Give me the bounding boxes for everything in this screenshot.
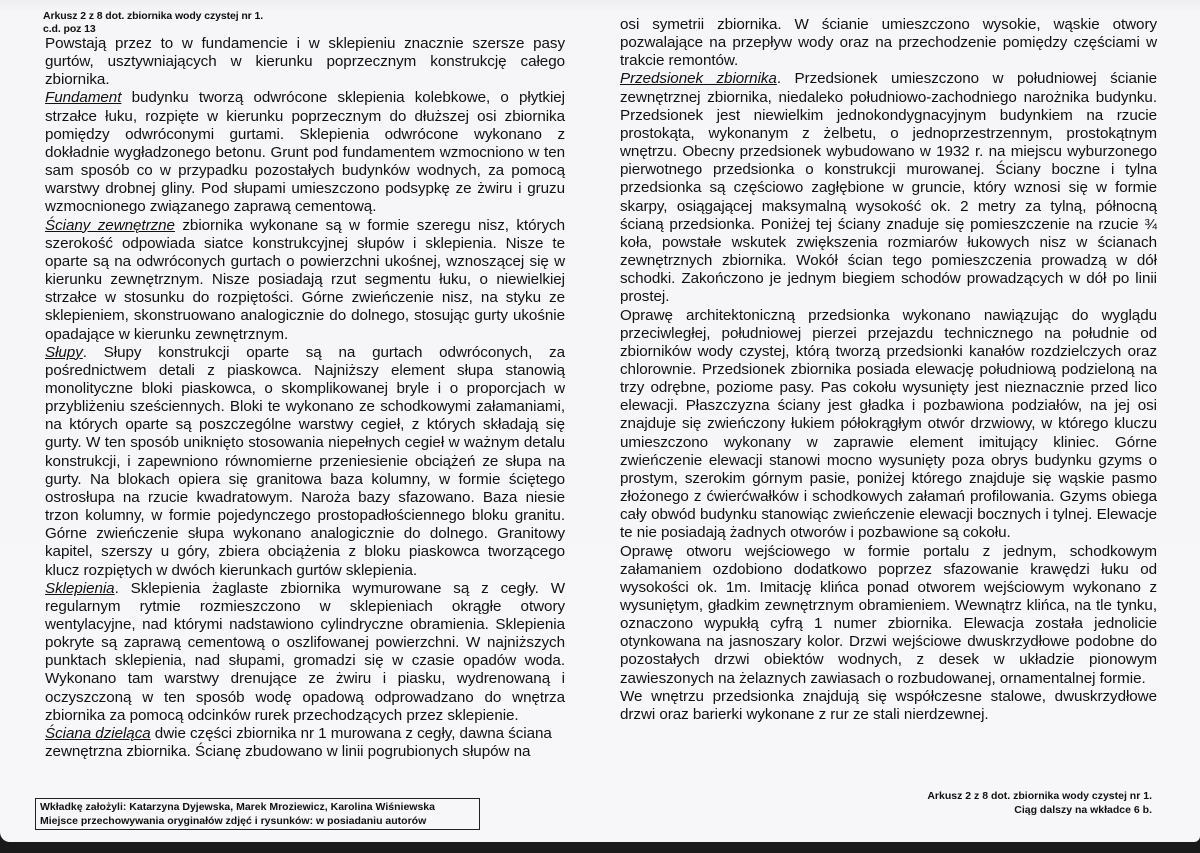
section-term: Słupy xyxy=(45,343,83,361)
section-text: . Słupy konstrukcji oparte są na gurtach odwróconych, za pośrednictwem detali z piaskowca. Najniższy element słupa stanowią monolityczne bloki piaskowca, o skomplikowanej bryle i o proporcjach w przybliżeniu sześciennych. Bloki te wykonano ze schodkowymi załamaniami, na których oparte są poszczególne warstwy cegieł, z których składają się gurty. W ten sposób uniknięto stosowania niepełnych cegieł w ważnym detalu konstrukcji, i zapewniono równomierne przeniesienie obciążeń ze słupa na gurty. Na blokach opiera się granitowa baza kolumny, w formie ściętego ostrosłupa na rzucie kwadratowym. Naroża bazy sfazowano. Baza niesie trzon kolumny, w formie pojedynczego prostopadłościennego bloku granitu. Górne zwieńczenie słupa wykonano analogicznie do dolnego. Granitowy kapitel, szerszy u góry, zbiera obciążenia z bloku piaskowca tworzącego klucz rozpiętych w dwóch kierunkach gurtów sklepienia. xyxy=(45,343,565,579)
section-term: Ściana dzieląca xyxy=(45,724,151,742)
left-column xyxy=(45,35,565,761)
section-term: Sklepienia xyxy=(45,579,115,597)
section-przedsionek xyxy=(620,70,1157,306)
section-term: Przedsionek zbiornika xyxy=(620,70,777,88)
paragraph-continuation: osi symetrii zbiornika. W ścianie umieszczono wysokie, wąskie otwory pozwalające na przepływ wody oraz na przechodzenie pomiędzy częściami w trakcie remontów. xyxy=(620,16,1157,70)
section-text: zbiornika wykonane są w formie szeregu nisz, których szerokość odpowiada siatce konstrukcyjnej słupów i sklepienia. Nisze te oparte są na odwróconych gurtach o powierzchni ukośnej, wznoszącej się w kierunku zewnętrznym. Nisze posiadają rzut segmentu łuku, o niewielkiej strzałce w stosunku do rozpiętości. Górne zwieńczenie nisz, na styku ze sklepieniem, skonstruowano analogicznie do dolnego, stosując gurty ukośnie opadające w kierunku zewnętrznym. xyxy=(45,216,565,343)
section-text: dwie części zbiornika nr 1 murowana z cegły, dawna ściana zewnętrzna zbiornika. Ścianę zbudowano w linii pogrubionych słupów na xyxy=(45,724,552,761)
right-column xyxy=(620,16,1157,724)
credits-storage: Miejsce przechowywania oryginałów zdjęć i rysunków: w posiadaniu autorów xyxy=(40,815,427,827)
section-slupy xyxy=(45,344,565,580)
footer-continued: Ciąg dalszy na wkładce 6 b. xyxy=(1014,804,1152,816)
footer-sheet-number: Arkusz 2 z 8 dot. zbiornika wody czystej nr 1. xyxy=(927,790,1152,802)
paragraph-oprawa-architektoniczna: Oprawę architektoniczną przedsionka wykonano nawiązując do wyglądu przeciwległej, południowej pierzei przejazdu technicznego na południe od zbiorników wody czystej, którą tworzą przedsionki kanałów rozdzielczych oraz chlorownie. Przedsionek zbiornika posiada elewację południową podzieloną na trzy odrębne, poziome pasy. Pas cokołu wysunięty jest nieznacznie przed lico elewacji. Płaszczyzna ściany jest gładka i pozbawiona podziałów, na jej osi znajduje się zwieńczony łukiem półokrągłym otwór drzwiowy, w którego kluczu umieszczono wykonany w zaprawie element imitujący kliniec. Górne zwieńczenie elewacji stanowi mocno wysunięty poza obrys budynku gzyms o prostym, szerokim górnym pasie, poniżej którego znajduje się wąskie pasmo złożonego z ćwierćwałków i schodkowych załamań profilowania. Gzyms obiega cały obwód budynku stanowiąc zwieńczenie elewacji bocznych i tylnej. Elewacje te nie posiadają żadnych otworów i pozbawione są cokołu. xyxy=(620,306,1157,542)
section-text: . Sklepienia żaglaste zbiornika wymurowane są z cegły. W regularnym rytmie rozmieszczono w sklepieniach okrągłe otwory wentylacyjne, nad którymi nadstawiono cylindryczne obramienia. Sklepienia pokryte są zaprawą cementową o oszlifowanej powierzchni. W najniższych punktach sklepienia, nad słupami, gromadzi się w czasie opadów woda. Wykonano tam warstwy drenujące ze żwiru i piasku, wydrenowaną i oczyszczoną w ten sposób wodę opadową odprowadzano do wnętrza zbiornika za pomocą odcinków rurek przechodzących przez sklepienie. xyxy=(45,579,565,724)
sheet-header xyxy=(43,10,263,36)
credits-authors: Wkładkę założyli: Katarzyna Dyjewska, Marek Mroziewicz, Karolina Wiśniewska xyxy=(40,801,435,813)
section-fundament xyxy=(45,89,565,216)
continuation-note: c.d. poz 13 xyxy=(43,23,96,35)
section-sciany-zewnetrzne xyxy=(45,217,565,344)
section-text: . Przedsionek umieszczono w południowej ścianie zewnętrznej zbiornika, niedaleko południowo-zachodniego narożnika budynku. Przedsionek jest niewielkim jednokondygnacyjnym budynkiem na rzucie prostokąta, wykonanym z żelbetu, o jednoprzestrzennym, prostokątnym wnętrzu. Obecny przedsionek wybudowano w 1932 r. na miejscu wyburzonego pierwotnego przedsionka o konstrukcji murowanej. Ściany boczne i tylna przedsionka są częściowo zagłębione w gruncie, który wznosi się w formie skarpy, osiągającej maksymalną wysokość ok. 2 metry za tylną, północną ścianą przedsionka. Poniżej tej ściany znaduje się pomieszczenie na rzucie ¾ koła, powstałe wskutek zwiększenia rozmiarów łukowych nisz w ścianach zewnętrznych zbiornika. Wokół ścian tego pomieszczenia prowadzą w dół schodki. Zakończono je jednym biegiem schodów prowadzących w dół po linii prostej. xyxy=(620,70,1158,306)
credits-box xyxy=(35,798,480,830)
section-term: Ściany zewnętrzne xyxy=(45,216,175,234)
paragraph-wnetrze: We wnętrzu przedsionka znajdują się współczesne stalowe, dwuskrzydłowe drzwi oraz barierki wykonane z rur ze stali nierdzewnej. xyxy=(620,687,1157,723)
sheet-number: Arkusz 2 z 8 dot. zbiornika wody czystej nr 1. xyxy=(43,10,264,22)
section-sciana-dzielaca xyxy=(45,725,565,761)
section-sklepienia xyxy=(45,580,565,725)
section-term: Fundament xyxy=(45,89,122,107)
section-text: budynku tworzą odwrócone sklepienia kolebkowe, o płytkiej strzałce łuku, rozpięte w kierunku poprzecznym do dłuższej osi zbiornika pomiędzy odwróconymi gurtami. Sklepienia odwrócone wykonano z dokładnie wygładzonego betonu. Grunt pod fundamentem wzmocniono w ten sam sposób co w przypadku pozostałych budynków wodnych, za pomocą warstwy drobnej gliny. Pod słupami umieszczono podsypkę ze żwiru i gruzu wzmocnionego związanego zaprawą cementową. xyxy=(45,89,565,216)
sheet-footer xyxy=(927,789,1152,817)
intro-paragraph: Powstają przez to w fundamencie i w sklepieniu znacznie szersze pasy gurtów, usztywniających w kierunku poprzecznym konstrukcję całego zbiornika. xyxy=(45,35,565,89)
paragraph-oprawa-otworu: Oprawę otworu wejściowego w formie portalu z jednym, schodkowym załamaniem ozdobiono dodatkowo poprzez sfazowanie krawędzi łuku od wysokości ok. 1m. Imitację klińca ponad otworem wejściowym wykonano z wysuniętym, gładkim zewnętrznym obramieniem. Wewnątrz klińca, na tle tynku, oznaczono wypukłą cyfrą 1 numer zbiornika. Elewacja została jednolicie otynkowana na jasnoszary kolor. Drzwi wejściowe dwuskrzydłowe podobne do pozostałych drzwi obiektów wodnych, z desek w układzie pionowym zawieszonych na żelaznych zawiasach o rozbudowanej, ornamentalnej formie. xyxy=(620,542,1157,687)
